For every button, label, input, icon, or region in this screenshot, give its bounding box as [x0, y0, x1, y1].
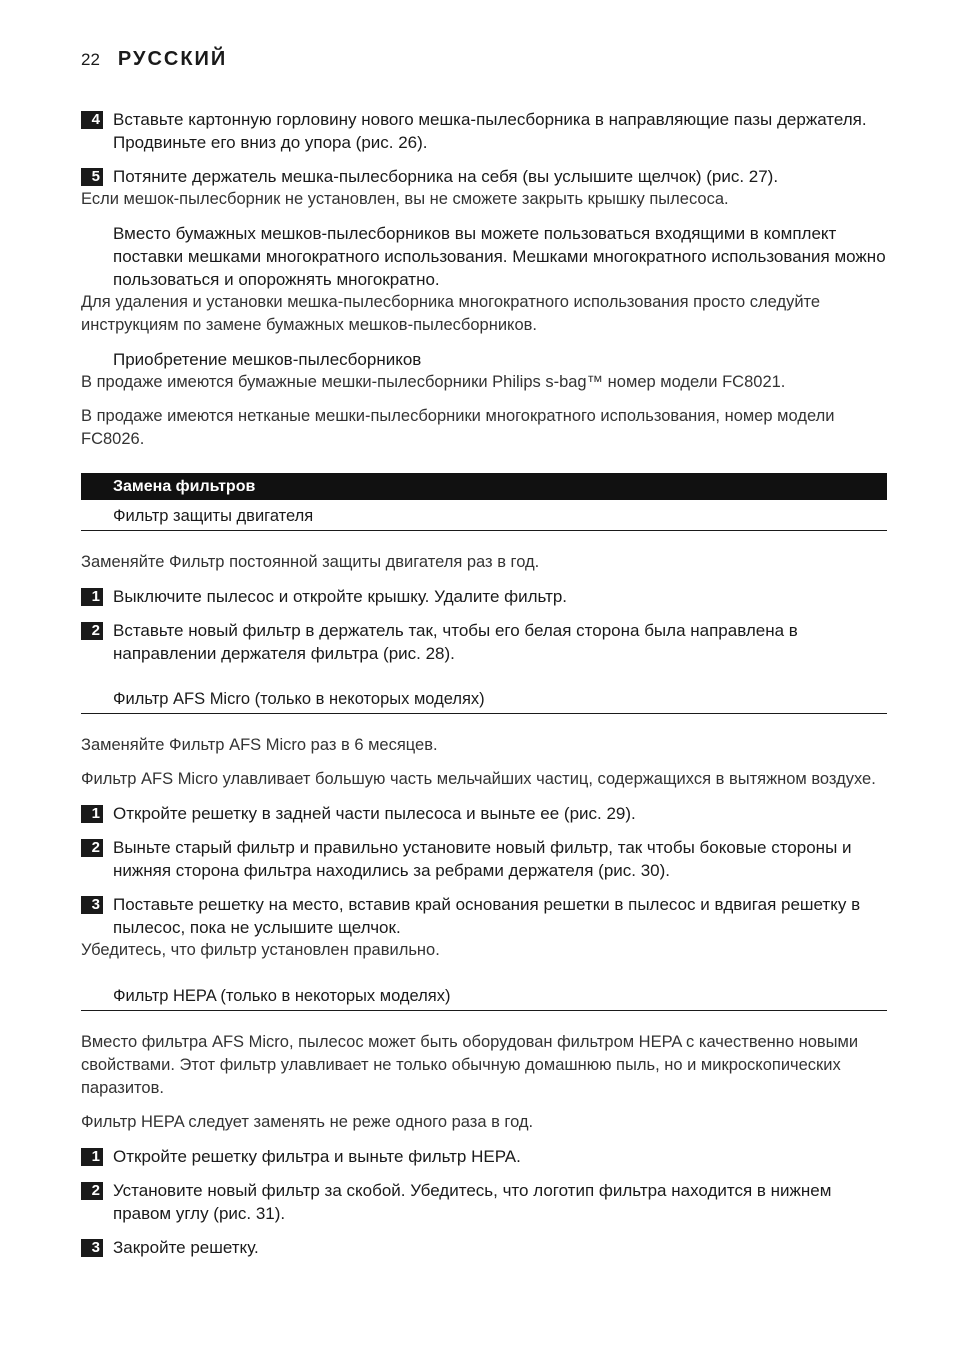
body-paragraph: Вместо фильтра AFS Micro, пылесос может быть оборудован фильтром HEPA с качественно новыми свойствами. Этот фильтр улавливает не только обычную домашнюю пыль, но и микроскопических паразитов.	[81, 1033, 859, 1097]
body-paragraph: В продаже имеются нетканые мешки-пылесборники многократного использования, номер модели FC8026.	[81, 407, 835, 448]
inline-subheading: Приобретение мешков-пылесборников	[113, 350, 422, 369]
note-paragraph: Вместо бумажных мешков-пылесборников вы можете пользоваться входящими в комплект поставки мешками многократного использования. Мешками многократного использования можно пользоваться и опорожнять многократно.	[113, 224, 886, 289]
subsection-heading: Фильтр HEPA (только в некоторых моделях)	[81, 984, 887, 1011]
subsection-heading: Фильтр защиты двигателя	[81, 504, 887, 531]
step-text: Вставьте новый фильтр в держатель так, чтобы его белая сторона была направлена в направлении держателя фильтра (рис. 28).	[113, 621, 798, 663]
body-paragraph: В продаже имеются бумажные мешки-пылесборники Philips s-bag™ номер модели FC8021.	[81, 373, 786, 391]
step-number-badge: 2	[81, 622, 103, 640]
instruction-step	[81, 108, 887, 154]
step-number-badge: 2	[81, 839, 103, 857]
instruction-step	[81, 1145, 887, 1168]
subsection-heading: Фильтр AFS Micro (только в некоторых моделях)	[81, 687, 887, 714]
body-paragraph: Фильтр AFS Micro улавливает большую часть мельчайших частиц, содержащихся в вытяжном воздухе.	[81, 770, 876, 788]
step-text: Потяните держатель мешка-пылесборника на себя (вы услышите щелчок) (рис. 27).	[113, 167, 779, 186]
step-number-badge: 4	[81, 111, 103, 129]
step-number-badge: 2	[81, 1182, 103, 1200]
instruction-step	[81, 585, 887, 608]
instruction-step	[81, 893, 887, 939]
section-heading: Замена фильтров	[81, 473, 887, 500]
instruction-step	[81, 619, 887, 665]
page-number: 22	[81, 50, 100, 69]
instruction-step	[81, 1236, 887, 1259]
instruction-step	[81, 802, 887, 825]
step-text: Откройте решетку в задней части пылесоса и выньте ее (рис. 29).	[113, 804, 636, 823]
page-header	[81, 48, 227, 71]
step-number-badge: 1	[81, 588, 103, 606]
step-number-badge: 5	[81, 168, 103, 186]
instruction-step	[81, 836, 887, 882]
step-text: Вставьте картонную горловину нового мешка-пылесборника в направляющие пазы держателя. Продвиньте его вниз до упора (рис. 26).	[113, 110, 867, 152]
step-text: Выньте старый фильтр и правильно установите новый фильтр, так чтобы боковые стороны и нижняя сторона фильтра находились за ребрами держателя (рис. 30).	[113, 838, 852, 880]
step-text: Откройте решетку фильтра и выньте фильтр HEPA.	[113, 1147, 521, 1166]
body-paragraph: Заменяйте Фильтр AFS Micro раз в 6 месяцев.	[81, 736, 438, 754]
body-paragraph: Для удаления и установки мешка-пылесборника многократного использования просто следуйте инструкциям по замене бумажных мешков-пылесборников.	[81, 293, 821, 334]
step-number-badge: 3	[81, 896, 103, 914]
instruction-step	[81, 1179, 887, 1225]
body-paragraph: Фильтр HEPA следует заменять не реже одного раза в год.	[81, 1113, 534, 1131]
body-paragraph: Заменяйте Фильтр постоянной защиты двигателя раз в год.	[81, 553, 540, 571]
instruction-step	[81, 165, 887, 188]
language-title: РУССКИЙ	[117, 48, 228, 70]
body-paragraph: Если мешок-пылесборник не установлен, вы не сможете закрыть крышку пылесоса.	[81, 190, 729, 208]
step-number-badge: 1	[81, 805, 103, 823]
document-body	[81, 108, 887, 1270]
step-number-badge: 3	[81, 1239, 103, 1257]
body-paragraph: Убедитесь, что фильтр установлен правильно.	[81, 941, 440, 959]
step-text: Поставьте решетку на место, вставив край основания решетки в пылесос и вдвигая решетку в пылесос, пока не услышите щелчок.	[113, 895, 861, 937]
step-text: Закройте решетку.	[113, 1238, 259, 1257]
step-number-badge: 1	[81, 1148, 103, 1166]
step-text: Выключите пылесос и откройте крышку. Удалите фильтр.	[113, 587, 568, 606]
step-text: Установите новый фильтр за скобой. Убедитесь, что логотип фильтра находится в нижнем правом углу (рис. 31).	[113, 1181, 832, 1223]
